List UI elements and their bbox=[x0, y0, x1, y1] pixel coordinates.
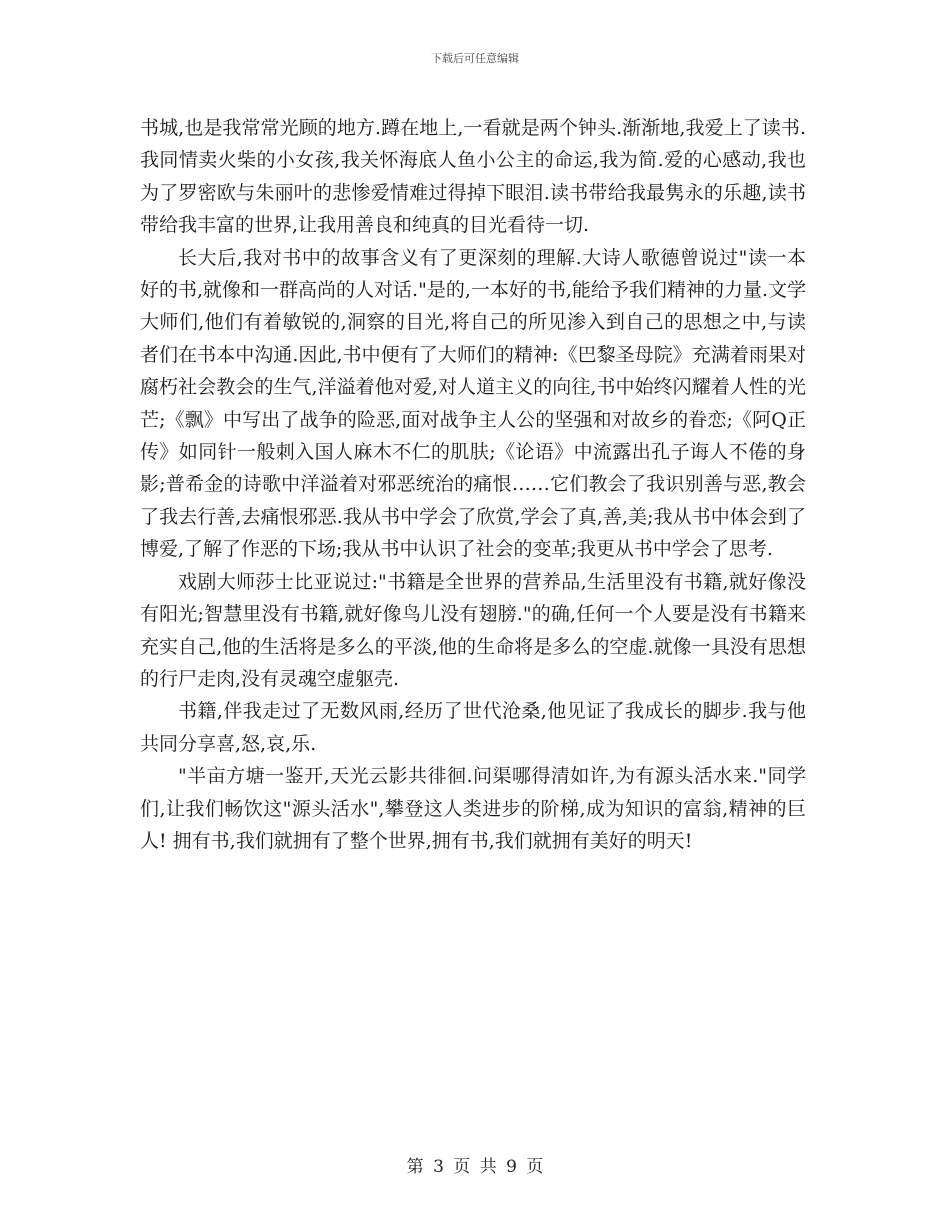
document-body bbox=[140, 112, 806, 857]
paragraph-4: 书籍,伴我走过了无数风雨,经历了世代沧桑,他见证了我成长的脚步.我与他共同分享喜,怒,哀,乐. bbox=[140, 700, 806, 755]
paragraph-2: 长大后,我对书中的故事含义有了更深刻的理解.大诗人歌德曾说过"读一本好的书,就像和一群高尚的人对话."是的,一本好的书,能给予我们精神的力量.文学大师们,他们有着敏锐的,洞察的目光,将自己的所见渗入到自己的思想之中,与读者们在书本中沟通.因此,书中便有了大师们的精神:《巴黎圣母院》充满着雨果对腐朽社会教会的生气,洋溢着他对爱,对人道主义的向往,书中始终闪耀着人性的光芒;《飘》中写出了战争的险恶,面对战争主人公的坚强和对故乡的眷恋;《阿Q正传》如同针一般刺入国人麻木不仁的肌肤;《论语》中流露出孔子诲人不倦的身影;普希金的诗歌中洋溢着对邪恶统治的痛恨……它们教会了我识别善与恶,教会了我去行善,去痛恨邪恶.我从书中学会了欣赏,学会了真,善,美;我从书中体会到了博爱,了解了作恶的下场;我从书中认识了社会的变革;我更从书中学会了思考. bbox=[140, 246, 806, 561]
paragraph-1: 书城,也是我常常光顾的地方.蹲在地上,一看就是两个钟头.渐渐地,我爱上了读书.我同情卖火柴的小女孩,我关怀海底人鱼小公主的命运,我为简.爱的心感动,我也为了罗密欧与朱丽叶的悲惨爱情难过得掉下眼泪.读书带给我最隽永的乐趣,读书带给我丰富的世界,让我用善良和纯真的目光看待一切. bbox=[140, 117, 806, 237]
paragraph-5: "半亩方塘一鉴开,天光云影共徘徊.问渠哪得清如许,为有源头活水来."同学们,让我们畅饮这"源头活水",攀登这人类进步的阶梯,成为知识的富翁,精神的巨人! 拥有书,我们就拥有了整个世界,拥有书,我们就拥有美好的明天! bbox=[140, 765, 806, 852]
paragraph-3: 戏剧大师莎士比亚说过:"书籍是全世界的营养品,生活里没有书籍,就好像没有阳光;智慧里没有书籍,就好像鸟儿没有翅膀."的确,任何一个人要是没有书籍来充实自己,他的生活将是多么的平淡,他的生命将是多么的空虚.就像一具没有思想的行尸走肉,没有灵魂空虚躯壳. bbox=[140, 570, 806, 690]
page-header: 下载后可任意编辑 bbox=[431, 52, 519, 65]
page-number-footer: 第 3 页 共 9 页 bbox=[406, 1157, 544, 1177]
